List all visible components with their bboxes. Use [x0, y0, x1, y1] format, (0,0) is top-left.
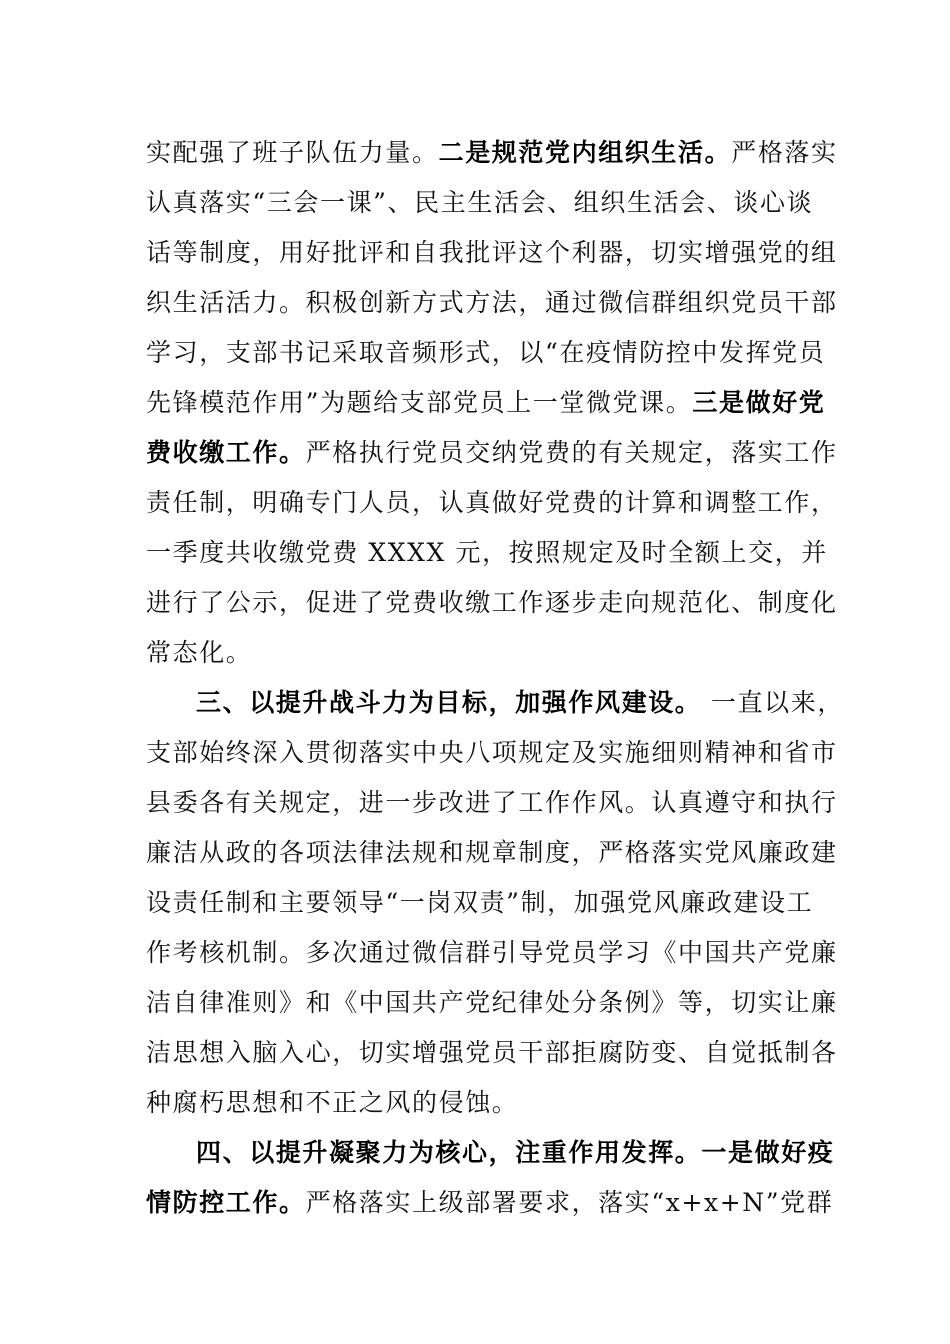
text-line	[146, 178, 814, 228]
bold-text-segment: 三、以提升战斗力为目标，加强作风建设。	[196, 688, 702, 717]
bold-text-segment: 四、以提升凝聚力为核心，注重作用发挥。	[196, 1138, 702, 1167]
text-segment: 话等制度，用好批评和自我批评这个利器，切实增强党的组	[146, 238, 838, 267]
text-segment: 学习，支部书记采取音频形式，以“在疫情防控中发挥党员	[146, 338, 826, 367]
text-line	[146, 328, 826, 378]
text-segment: 作考核机制。多次通过微信群引导党员学习《中国共产党廉	[146, 938, 838, 967]
text-segment: 认真落实“三会一课”、民主生活会、组织生活会、谈心谈	[146, 188, 814, 217]
text-line	[146, 228, 838, 278]
text-segment: 实配强了班子队伍力量。	[146, 138, 439, 167]
text-line	[146, 628, 810, 678]
text-line	[146, 378, 826, 428]
bold-text-segment: 三是做好党	[692, 388, 826, 417]
text-line	[146, 1028, 838, 1078]
text-segment: 严格执行党员交纳党费的有关规定，落实工作	[305, 438, 838, 467]
text-segment: 一季度共收缴党费 XXXX 元，按照规定及时全额上交，并	[146, 538, 828, 567]
text-segment: 支部始终深入贯彻落实中央八项规定及实施细则精神和省市	[146, 738, 838, 767]
text-segment: 廉洁从政的各项法律法规和规章制度，严格落实党风廉政建	[146, 838, 838, 867]
text-segment: 先锋模范作用”为题给支部党员上一堂微党课。	[146, 388, 693, 417]
bold-text-segment: 情防控工作。	[146, 1188, 306, 1217]
text-line	[146, 928, 838, 978]
text-line	[146, 478, 838, 528]
text-line	[146, 978, 838, 1028]
text-segment: 种腐朽思想和不正之风的侵蚀。	[146, 1088, 519, 1117]
text-line	[146, 1128, 835, 1178]
text-line	[146, 728, 838, 778]
bold-text-segment: 费收缴工作。	[146, 438, 306, 467]
text-line	[146, 278, 838, 328]
document-body	[146, 128, 844, 1228]
text-line	[146, 528, 828, 578]
text-line	[146, 128, 838, 178]
text-segment: 一直以来，	[701, 688, 844, 717]
text-segment: 洁思想入脑入心，切实增强党员干部拒腐防变、自觉抵制各	[146, 1038, 838, 1067]
text-line	[146, 778, 838, 828]
text-line	[146, 828, 838, 878]
text-line	[146, 878, 814, 928]
text-line	[146, 1178, 834, 1228]
text-segment: 县委各有关规定，进一步改进了工作作风。认真遵守和执行	[146, 788, 838, 817]
text-segment: 设责任制和主要领导“一岗双责”制，加强党风廉政建设工	[146, 888, 814, 917]
text-segment: 严格落实上级部署要求，落实“x+x+N”党群	[305, 1188, 834, 1217]
text-line	[146, 1078, 810, 1128]
text-line	[146, 428, 838, 478]
bold-text-segment: 二是规范党内组织生活。	[438, 138, 732, 167]
bold-text-segment: 一是做好疫	[701, 1138, 835, 1167]
text-segment: 进行了公示，促进了党费收缴工作逐步走向规范化、制度化	[146, 588, 838, 617]
text-segment: 织生活活力。积极创新方式方法，通过微信群组织党员干部	[146, 288, 838, 317]
text-segment: 常态化。	[146, 638, 253, 667]
text-segment: 洁自律准则》和《中国共产党纪律处分条例》等，切实让廉	[146, 988, 838, 1017]
text-line	[146, 678, 844, 728]
text-line	[146, 578, 838, 628]
text-segment: 责任制，明确专门人员，认真做好党费的计算和调整工作，	[146, 488, 838, 517]
text-segment: 严格落实	[731, 138, 838, 167]
